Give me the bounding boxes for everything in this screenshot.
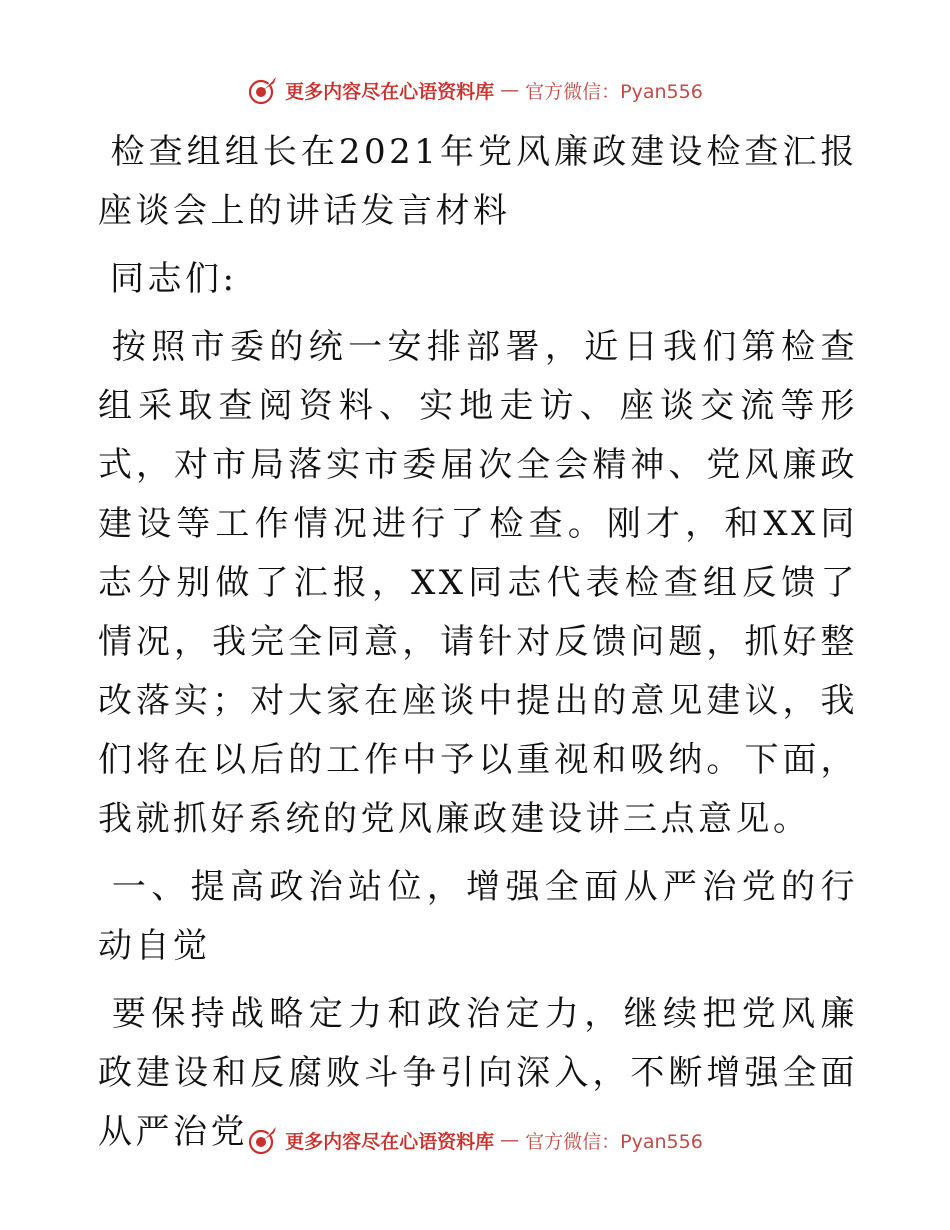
document-body [98,123,858,1162]
header-watermark [0,72,950,108]
quill-seal-icon [247,74,279,106]
paragraph-section-1: 要保持战略定力和政治定力，继续把党风廉政建设和反腐败斗争引向深入，不断增强全面从严治党 [98,994,858,1152]
quill-seal-icon [247,1124,279,1156]
watermark-wechat: 官方微信：Pyan556 [525,1130,703,1153]
paragraph-intro: 按照市委的统一安排部署，近日我们第检查组采取查阅资料、实地走访、座谈交流等形式，对市局落实市委届次全会精神、党风廉政建设等工作情况进行了检查。刚才，和XX同志分别做了汇报，XX同志代表检查组反馈了情况，我完全同意，请针对反馈问题，抓好整改落实；对大家在座谈中提出的意见建议，我们将在以后的工作中予以重视和吸纳。下面，我就抓好系统的党风廉政建设讲三点意见。 [98,327,858,839]
watermark-dash: — [500,79,520,101]
watermark-site-name: 更多内容尽在心语资料库 [285,1130,495,1153]
document-title: 检查组组长在2021年党风廉政建设检查汇报座谈会上的讲话发言材料 [98,132,858,231]
watermark-dash: — [500,1129,520,1151]
section-heading-1: 一、提高政治站位，增强全面从严治党的行动自觉 [98,867,858,966]
footer-watermark [0,1122,950,1158]
watermark-wechat: 官方微信：Pyan556 [525,80,703,103]
watermark-site-name: 更多内容尽在心语资料库 [285,80,495,103]
greeting: 同志们: [110,259,238,299]
